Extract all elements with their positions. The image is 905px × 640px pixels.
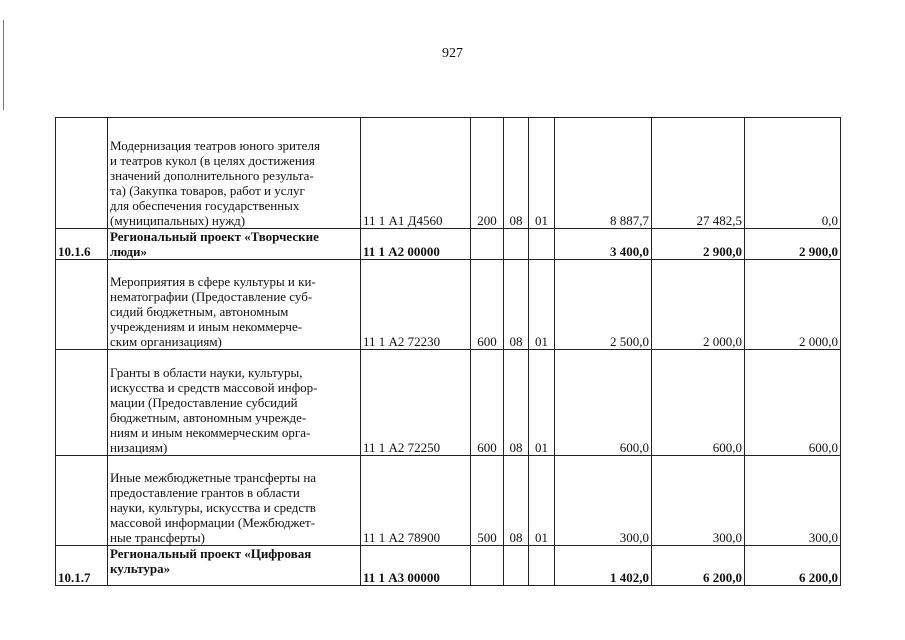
row-number: 10.1.6 xyxy=(56,229,108,260)
row-amount-year1: 8 887,7 xyxy=(555,118,652,229)
row-amount-year2: 2 900,0 xyxy=(652,229,745,260)
row-kcsr-code: 11 1 А2 78900 xyxy=(361,456,471,546)
row-pr-code xyxy=(529,546,555,586)
row-pr-code: 01 xyxy=(529,118,555,229)
row-amount-year2: 300,0 xyxy=(652,456,745,546)
row-name-line: учреждениям и иным некоммерче- xyxy=(110,319,303,334)
row-pr-code: 01 xyxy=(529,350,555,456)
row-rz-code: 08 xyxy=(504,260,529,350)
budget-table xyxy=(55,117,841,586)
row-name-line: ниям и иным некоммерческим орга- xyxy=(110,425,311,440)
row-name xyxy=(108,350,361,456)
row-number xyxy=(56,456,108,546)
row-pr-code xyxy=(529,229,555,260)
row-name xyxy=(108,118,361,229)
row-number xyxy=(56,260,108,350)
row-amount-year3: 300,0 xyxy=(745,456,841,546)
row-vr-code: 200 xyxy=(471,118,504,229)
row-name-line: ные трансферты) xyxy=(110,530,205,545)
row-kcsr-code: 11 1 А2 72230 xyxy=(361,260,471,350)
row-name-line: сидий бюджетным, автономным xyxy=(110,304,289,319)
row-pr-code: 01 xyxy=(529,456,555,546)
row-name-line: та) (Закупка товаров, работ и услуг xyxy=(110,183,305,198)
row-amount-year3: 2 000,0 xyxy=(745,260,841,350)
row-number xyxy=(56,350,108,456)
row-amount-year3: 600,0 xyxy=(745,350,841,456)
table-row xyxy=(56,118,841,229)
page-number: 927 xyxy=(442,46,463,61)
row-vr-code xyxy=(471,229,504,260)
row-number xyxy=(56,118,108,229)
row-name-line: Мероприятия в сфере культуры и ки- xyxy=(110,274,316,289)
table-row xyxy=(56,456,841,546)
row-kcsr-code: 11 1 А3 00000 xyxy=(361,546,471,586)
table-body xyxy=(56,118,841,586)
row-name-line: Гранты в области науки, культуры, xyxy=(110,365,303,380)
row-rz-code: 08 xyxy=(504,456,529,546)
row-name-line: науки, культуры, искусства и средств xyxy=(110,500,316,515)
row-name-line: для обеспечения государственных xyxy=(110,198,300,213)
row-amount-year2: 600,0 xyxy=(652,350,745,456)
row-amount-year1: 1 402,0 xyxy=(555,546,652,586)
row-name xyxy=(108,260,361,350)
row-name-line: люди» xyxy=(110,244,148,259)
row-name-line: нематографии (Предоставление суб- xyxy=(110,289,313,304)
row-name-line: мации (Предоставление субсидий xyxy=(110,395,298,410)
row-pr-code: 01 xyxy=(529,260,555,350)
row-amount-year1: 3 400,0 xyxy=(555,229,652,260)
row-rz-code xyxy=(504,546,529,586)
row-rz-code: 08 xyxy=(504,350,529,456)
row-vr-code: 500 xyxy=(471,456,504,546)
row-vr-code xyxy=(471,546,504,586)
row-rz-code: 08 xyxy=(504,118,529,229)
row-name-line: Модернизация театров юного зрителя xyxy=(110,138,320,153)
table-row xyxy=(56,350,841,456)
row-amount-year1: 600,0 xyxy=(555,350,652,456)
table-row xyxy=(56,260,841,350)
table-row-project xyxy=(56,229,841,260)
row-name-line: искусства и средств массовой инфор- xyxy=(110,380,318,395)
row-kcsr-code: 11 1 А1 Д4560 xyxy=(361,118,471,229)
row-name xyxy=(108,546,361,586)
row-kcsr-code: 11 1 А2 72250 xyxy=(361,350,471,456)
row-name-line: бюджетным, автономным учрежде- xyxy=(110,410,307,425)
row-name-line: ским организациям) xyxy=(110,334,222,349)
row-amount-year1: 300,0 xyxy=(555,456,652,546)
row-amount-year1: 2 500,0 xyxy=(555,260,652,350)
row-vr-code: 600 xyxy=(471,260,504,350)
row-vr-code: 600 xyxy=(471,350,504,456)
row-name-line: Иные межбюджетные трансферты на xyxy=(110,470,317,485)
row-kcsr-code: 11 1 А2 00000 xyxy=(361,229,471,260)
row-name-line: Региональный проект «Творческие xyxy=(110,229,319,244)
row-rz-code xyxy=(504,229,529,260)
scan-margin-line xyxy=(3,20,4,110)
row-amount-year3: 2 900,0 xyxy=(745,229,841,260)
row-name-line: (муниципальных) нужд) xyxy=(110,213,246,228)
row-name-line: значений дополнительного результа- xyxy=(110,168,314,183)
row-name-line: предоставление грантов в области xyxy=(110,485,300,500)
table-row-project xyxy=(56,546,841,586)
row-name xyxy=(108,229,361,260)
row-name-line: культура» xyxy=(110,561,171,576)
row-number: 10.1.7 xyxy=(56,546,108,586)
row-name-line: низациям) xyxy=(110,440,168,455)
row-amount-year3: 0,0 xyxy=(745,118,841,229)
row-name-line: Региональный проект «Цифровая xyxy=(110,546,312,561)
row-amount-year2: 2 000,0 xyxy=(652,260,745,350)
row-name-line: массовой информации (Межбюджет- xyxy=(110,515,316,530)
row-amount-year3: 6 200,0 xyxy=(745,546,841,586)
row-name xyxy=(108,456,361,546)
row-amount-year2: 27 482,5 xyxy=(652,118,745,229)
row-name-line: и театров кукол (в целях достижения xyxy=(110,153,315,168)
row-amount-year2: 6 200,0 xyxy=(652,546,745,586)
